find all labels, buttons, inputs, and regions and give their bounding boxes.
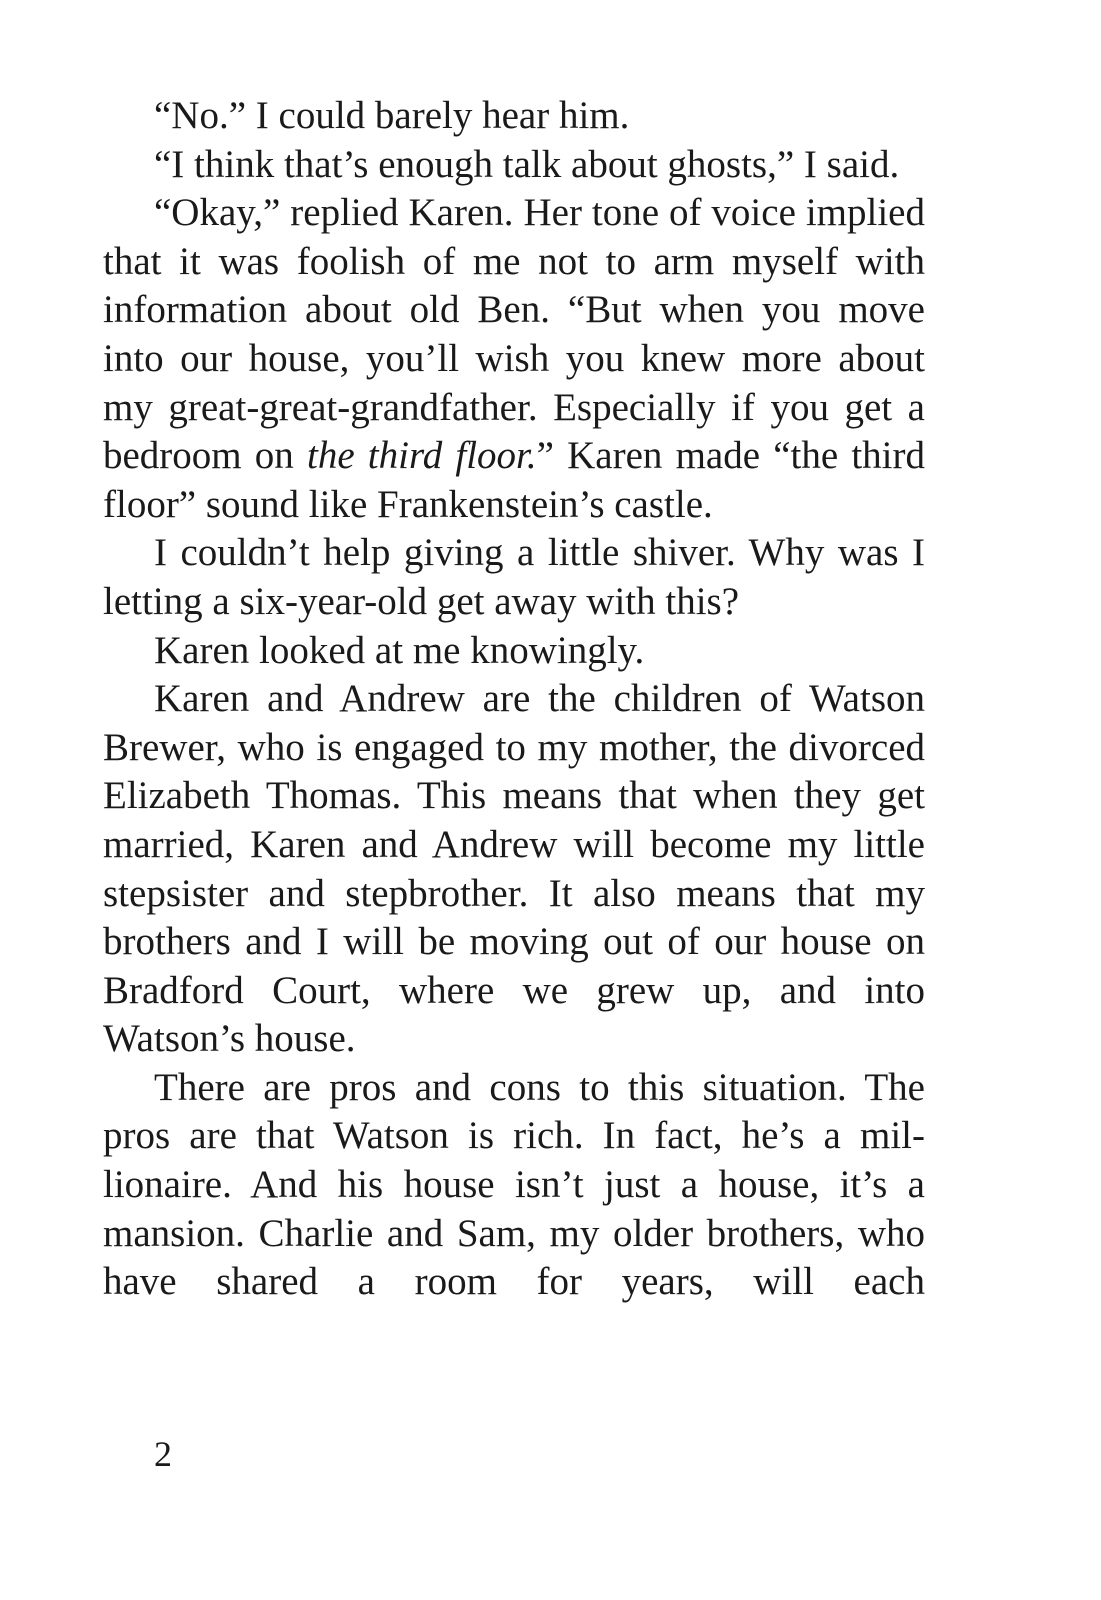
- paragraph-no: “No.” I could barely hear him.: [154, 94, 630, 137]
- paragraph-karen-okay: “Okay,” replied Karen. Her tone of voice implied that it was foolish of me not to arm myself with information about old Ben. “But when you move into our house, you’ll wish you knew more about my great-great-grandfather. Especially if you get a bedroom on the third floor.” Karen made “the third floor” sound like Frankenstein’s castle.: [103, 191, 925, 526]
- paragraph-knowingly: Karen looked at me knowingly.: [154, 628, 645, 672]
- paragraph-children-of-watson: Karen and Andrew are the children of Watson Brewer, who is engaged to my mother, the divorced Elizabeth Thomas. This means that when they get married, Karen and Andrew will become my little stepsister and stepbrother. It also means that my brothers and I will be moving out of our house on Bradford Court, where we grew up, and into Watson’s house.: [103, 677, 925, 1061]
- paragraph-enough-ghosts: “I think that’s enough talk about ghosts,” I said.: [154, 142, 900, 186]
- body-text: [103, 92, 925, 1307]
- italic-phrase: the third floor.: [306, 434, 537, 478]
- paragraph-pros-and-cons: There are pros and cons to this situation. The pros are that Watson is rich. In fact, he’s a millionaire. And his house isn’t just a house, it’s a mansion. Charlie and Sam, my older brothers, who have shared a room for years, will each: [103, 1065, 925, 1304]
- paragraph-shiver: I couldn’t help giving a little shiver. Why was I letting a six-year-old get away with this?: [103, 531, 925, 623]
- page-number: 2: [154, 1434, 172, 1474]
